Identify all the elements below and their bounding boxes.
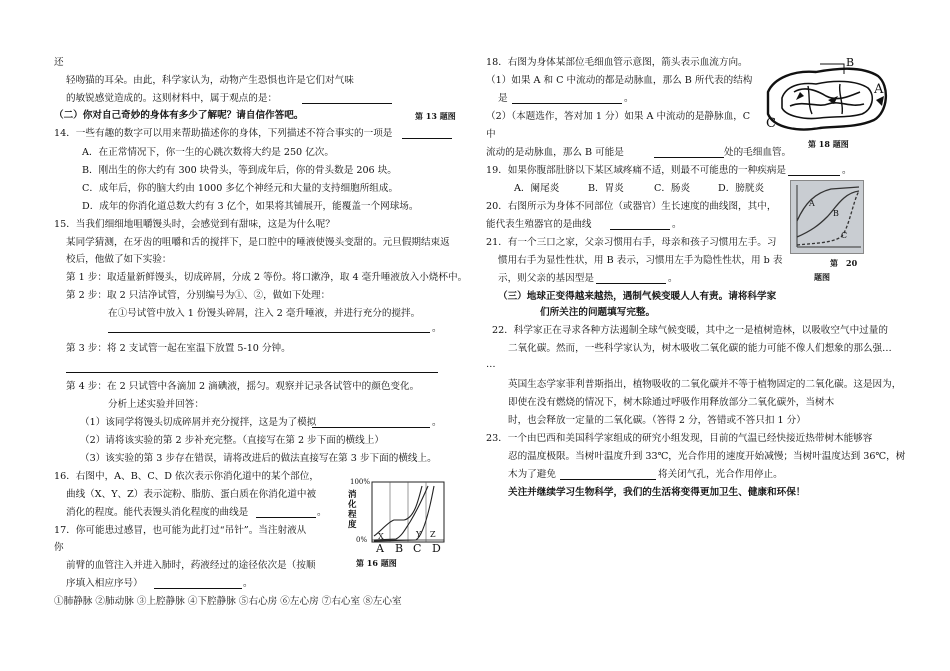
q22-line-4: 英国生态学家菲利普斯指出，植物吸收的二氧化碳并不等于植物固定的二氧化碳。这是因为， <box>508 379 902 390</box>
period-mark: 。 <box>243 578 253 589</box>
q18-line-7: 处的毛细血管。 <box>724 147 792 158</box>
q22-line-1: 22．科学家正在寻求各种方法遏制全球气候变暖，其中之一是植树造林，以吸收空气中过量的 <box>492 325 888 336</box>
section2-heading: （二）你对自己奇妙的身体有多少了解呢？请自信作答吧。 <box>54 110 304 121</box>
fig20-label-b: B <box>833 209 839 218</box>
fig20-label-a: A <box>809 199 815 208</box>
section3-heading-1: （三）地球正变得越来越热，遇制气候变暖人人有责。请将科学家 <box>498 291 777 302</box>
period-mark: 。 <box>432 323 442 334</box>
fig16-y0: 0% <box>356 536 368 544</box>
q14-option-c: C．成年后，你的脑大约由 1000 多亿个神经元和大量的支持细胞所组成。 <box>82 183 399 194</box>
fig16-cat-c: C <box>413 542 422 555</box>
q19-stem: 19．如果你腹部肚脐以下某区域疼痛不适，则最不可能患的一种疾病是 <box>486 165 787 176</box>
q21-line-1: 21．有一个三口之家，父亲习惯用右手，母亲和孩子习惯用左手。习 <box>486 237 777 248</box>
q18-line-3: 是 <box>498 93 508 104</box>
q15-sub2: （2）请将该实验的第 2 步补充完整。（直接写在第 2 步下面的横线上） <box>80 435 384 446</box>
q17-line-4: 序填入相应序号） <box>66 578 143 589</box>
answer-blank-15-step3[interactable] <box>66 372 438 373</box>
q23-line-2: 忍的温度极限。当树叶温度升到 33℃，光合作用的速度开始减慢；当树叶温度达到 36℃，树 <box>508 451 906 462</box>
q15-step2: 第 2 步：取 2 只洁净试管，分别编号为①、②，做如下处理： <box>66 290 331 301</box>
fig18-label-b: B <box>846 56 855 69</box>
answer-blank-13[interactable] <box>302 103 392 104</box>
answer-blank-18-2[interactable] <box>654 157 724 158</box>
fig16-cat-a: A <box>376 542 384 555</box>
answer-blank-20[interactable] <box>610 229 670 230</box>
fig18-label-c: C <box>766 116 776 131</box>
q17-line-1: 17．你可能患过感冒，也可能为此打过“吊针”。当注射液从 <box>54 525 307 536</box>
q15-step4: 第 4 步：在 2 只试管中各滴加 2 滴碘液，摇匀。观察并记录各试管中的颜色变化。 <box>66 381 420 392</box>
fig13-caption: 第 13 题图 <box>415 111 456 121</box>
q19-option-c: C．肠炎 <box>654 183 691 194</box>
fig16-ylabel: 消化程度 <box>348 490 357 530</box>
answer-blank-16[interactable] <box>256 517 316 518</box>
q17-line-3: 前臂的血管注入并进入肺时，药液经过的途径依次是（按顺 <box>66 560 316 571</box>
period-mark: 。 <box>672 219 682 230</box>
q15-sub3: （3）该实验的第 3 步存在错误，请将改进后的做法直接写在第 3 步下面的横线上。 <box>80 453 437 464</box>
period-mark: 。 <box>624 93 634 104</box>
fig16-caption: 第 16 题图 <box>356 558 397 568</box>
intro-line-2: 轻吻猫的耳朵。由此，科学家认为，动物产生恐惧也许是它们对气味 <box>66 75 354 86</box>
q15-line-1: 某同学猜测，在牙齿的咀嚼和舌的搅拌下，是口腔中的唾液使馒头变甜的。元旦假期结束返 <box>66 237 450 248</box>
q22-line-6: 时，也会释放一定量的二氧化碳。（答得 2 分，答错或不答只扣 1 分） <box>508 415 806 426</box>
q15-line-2: 校后，他做了如下实验： <box>66 254 172 265</box>
fig18-capillary-diagram <box>764 56 890 150</box>
period-mark: 。 <box>317 507 327 518</box>
q15-step3: 第 3 步：将 2 支试管一起在室温下放置 5-10 分钟。 <box>66 343 291 354</box>
q15-stem: 15．当我们细细地咀嚼馒头时，会感觉到有甜味，这是为什么呢？ <box>54 219 335 230</box>
q15-step2-sub: 在①号试管中放入 1 份馒头碎屑，注入 2 毫升唾液，并进行充分的搅拌。 <box>108 308 421 319</box>
q22-line-3: … <box>486 359 496 370</box>
q16-line-3: 消化的程度。能代表馒头消化程度的曲线是 <box>66 507 249 518</box>
fig20-label-c: C <box>841 231 848 240</box>
answer-blank-17[interactable] <box>154 588 242 589</box>
answer-blank-23[interactable] <box>560 479 656 480</box>
q18-line-5: 中 <box>486 129 496 140</box>
q23-line-3: 木为了避免 <box>508 469 556 480</box>
q16-line-1: 16．右图中，A、B、C、D 依次表示你消化道中的某个部位， <box>54 471 319 482</box>
q14-option-d: D．成年的你消化道总数大约有 3 亿个，如果将其铺展开，能覆盖一个网球场。 <box>82 201 419 212</box>
fig16-digestion-chart <box>338 478 448 570</box>
q17-options: ①肺静脉 ②肺动脉 ③上腔静脉 ④下腔静脉 ⑤右心房 ⑥左心房 ⑦右心室 ⑧左心室 <box>54 596 402 607</box>
fig16-curve-label-z: Z <box>430 530 436 539</box>
q14-option-b: B．刚出生的你大约有 300 块骨头，等到成年后，你的骨头数是 206 块。 <box>82 165 397 176</box>
q19-option-d: D．膀胱炎 <box>718 183 765 194</box>
q14-stem: 14．一些有趣的数字可以用来帮助描述你的身体，下列描述不符合事实的一项是 <box>54 128 393 139</box>
q18-line-6: 流动的是动脉血，那么 B 可能是 <box>486 147 624 158</box>
q16-line-2: 曲线（X、Y、Z）表示淀粉、脂肪、蛋白质在你消化道中被 <box>66 489 317 500</box>
curve-c <box>797 191 859 245</box>
q23-line-1: 23．一个由巴西和美国科学家组成的研究小组发现，目前的气温已经快接近热带树木能够容 <box>486 433 873 444</box>
q18-line-4: （2）（本题选作，答对加 1 分）如果 A 中流动的是静脉血，C <box>486 111 751 122</box>
q17-line-2: 你 <box>54 542 64 553</box>
q21-line-2: 惯用右手为显性性状，用 B 表示，习惯用左手为隐性性状，用 b 表 <box>498 255 783 266</box>
fig16-cat-d: D <box>432 542 441 555</box>
answer-blank-19[interactable] <box>788 175 840 176</box>
q18-line-1: 18．右图为身体某部位毛细血管示意图，箭头表示血流方向。 <box>486 57 748 68</box>
closing-message: 关注并继续学习生物科学，我们的生活将变得更加卫生、健康和环保！ <box>508 487 806 498</box>
fig16-curve-label-y: Y <box>416 530 422 539</box>
fig18-caption: 第 18 题图 <box>808 139 849 149</box>
q15-sub1: （1）该同学将馒头切成碎屑并充分搅拌，这是为了模拟 <box>80 417 317 428</box>
q21-line-3: 示，则父亲的基因型是 <box>498 273 594 284</box>
answer-blank-21[interactable] <box>596 283 666 284</box>
section3-heading-2: 们所关注的问题填写完整。 <box>540 307 656 318</box>
q19-option-b: B．胃炎 <box>588 183 624 194</box>
fig16-cat-b: B <box>395 542 404 555</box>
answer-blank-15-1[interactable] <box>312 427 430 428</box>
q20-line-1: 20．右图所示为身体不同部位（或器官）生长速度的曲线图，其中， <box>486 201 777 212</box>
fig16-curve-label-x: X <box>378 532 384 541</box>
answer-blank-18-1[interactable] <box>512 103 622 104</box>
q20-line-2: 能代表生殖器官的是曲线 <box>486 219 592 230</box>
curve-b <box>797 191 859 237</box>
period-mark: 。 <box>668 273 678 284</box>
fig20-caption-b: 题图 <box>814 272 830 282</box>
intro-line-3: 的敏锐感觉造成的。这则材料中，属于观点的是： <box>66 93 278 104</box>
q15-analysis: 分析上述实验并回答： <box>108 399 204 410</box>
q23-line-4: 将关闭气孔，光合作用停止。 <box>658 469 783 480</box>
fig16-y100: 100% <box>350 478 371 486</box>
fig20-growth-chart <box>790 180 864 254</box>
q22-line-2: 二氧化碳。然而，一些科学家认为，树木吸收二氧化碳的能力可能不像人们想象的那么强… <box>508 343 892 354</box>
fig20-caption-a: 第 20 <box>830 258 858 268</box>
intro-line-1: 还 <box>54 57 64 68</box>
period-mark: 。 <box>432 417 442 428</box>
q22-line-5: 即使在没有燃烧的情况下，树木除通过呼吸作用释放部分二氧化碳外，当树木 <box>508 397 835 408</box>
fig18-label-a: A <box>874 82 884 97</box>
period-mark: 。 <box>842 165 852 176</box>
answer-blank-14[interactable] <box>402 138 452 139</box>
answer-blank-15-step2[interactable] <box>108 332 430 333</box>
q18-line-2: （1）如果 A 和 C 中流动的都是动脉血，那么 B 所代表的结构 <box>486 75 753 86</box>
q15-step1: 第 1 步：取适量新鲜馒头，切成碎屑，分成 2 等份。将口漱净，取 4 毫升唾液放入小烧杯中。 <box>66 272 468 283</box>
q14-option-a: A．在正常情况下，你一生的心跳次数将大约是 250 亿次。 <box>82 147 334 158</box>
q19-option-a: A．阑尾炎 <box>514 183 560 194</box>
